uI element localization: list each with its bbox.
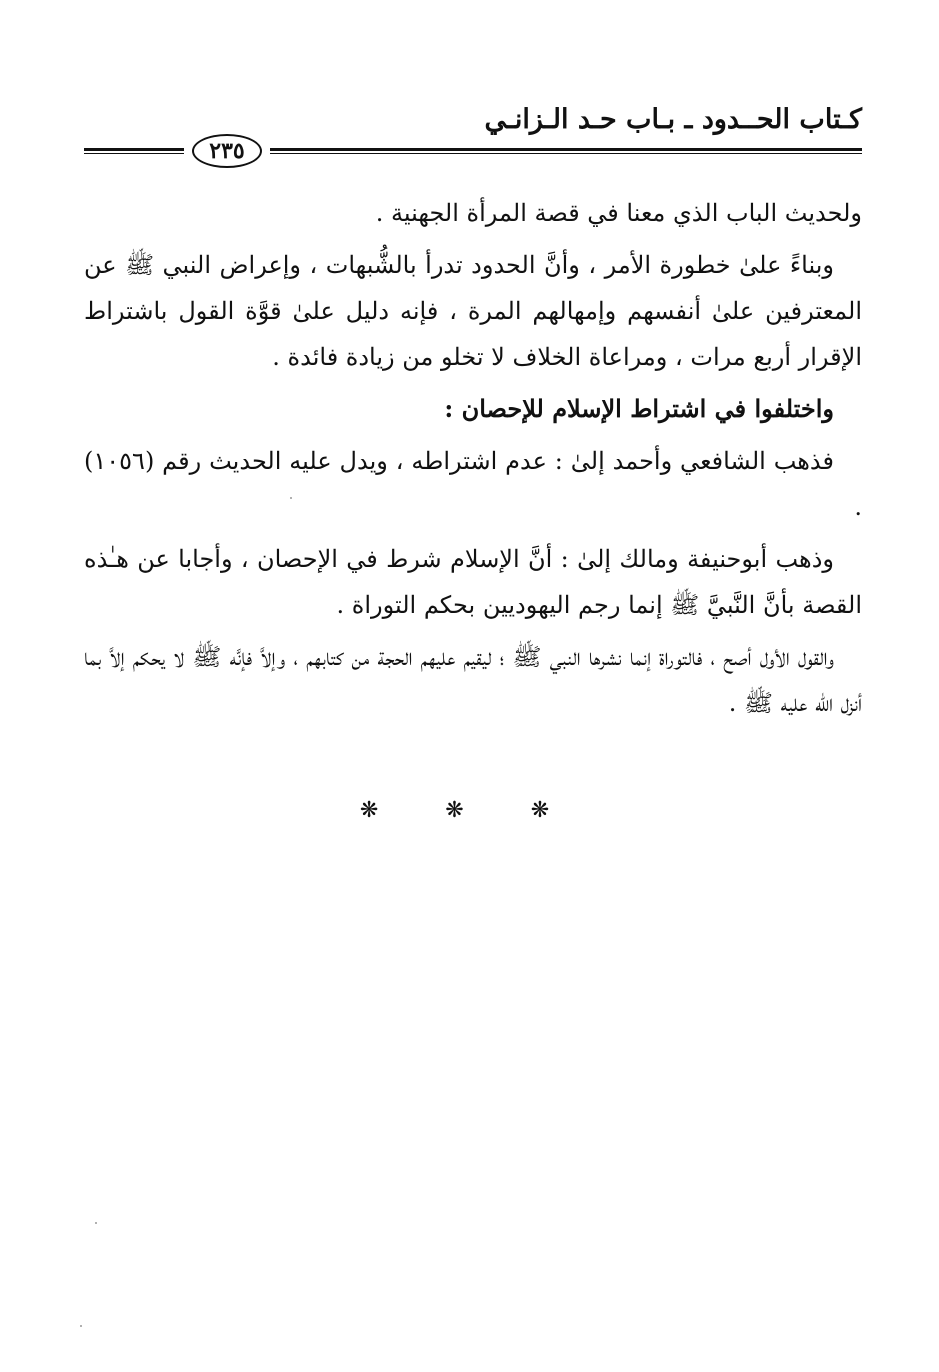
paragraph-2: وبناءً علىٰ خطورة الأمر ، وأنَّ الحدود تدرأ بالشُّبهات ، وإعراض النبي ﷺ عن المعترفين علىٰ أنفسهم وإمهالهم المرة ، فإنه دليل علىٰ قوَّة القول باشتراط الإقرار أربع مرات ، ومراعاة الخلاف لا تخلو من زيادة فائدة . xyxy=(84,251,862,371)
running-title: كـتاب الحــدود ـ بـاب حـد الـزانـي xyxy=(484,104,862,135)
scan-speck xyxy=(95,1222,97,1224)
page-number: ٢٣٥ xyxy=(192,134,262,168)
page-header xyxy=(84,100,862,164)
scan-speck xyxy=(80,1325,82,1327)
paragraph-4: وذهب أبوحنيفة ومالك إلىٰ : أنَّ الإسلام شرط في الإحصان ، وأجابا عن هـٰذه القصة بأنَّ النَّبيَّ ﷺ إنما رجم اليهوديين بحكم التوراة . xyxy=(84,545,862,619)
paragraph-5: والقول الأول أصح ، فالتوراة إنما نشرها النبي ﷺ ؛ ليقيم عليهم الحجة من كتابهم ، وإلاَّ فإنَّه ﷺ لا يحكم إلاَّ بما أنزل الله عليه ﷺ . xyxy=(84,643,862,717)
header-rule-left-thin xyxy=(84,153,184,154)
paragraph-3: فذهب الشافعي وأحمد إلىٰ : عدم اشتراطه ، ويدل عليه الحديث رقم (١٠٥٦) . xyxy=(84,447,862,521)
section-separator: ❋ ❋ ❋ xyxy=(359,798,580,823)
section-heading: واختلفوا في اشتراط الإسلام للإحصان : xyxy=(444,394,834,423)
header-rule-left xyxy=(84,148,184,151)
header-rule-right xyxy=(270,148,862,151)
header-rule-right-thin xyxy=(270,153,862,154)
page-body xyxy=(84,190,862,732)
scan-speck xyxy=(290,497,292,499)
paragraph-1: ولحديث الباب الذي معنا في قصة المرأة الجهنية . xyxy=(375,199,862,227)
